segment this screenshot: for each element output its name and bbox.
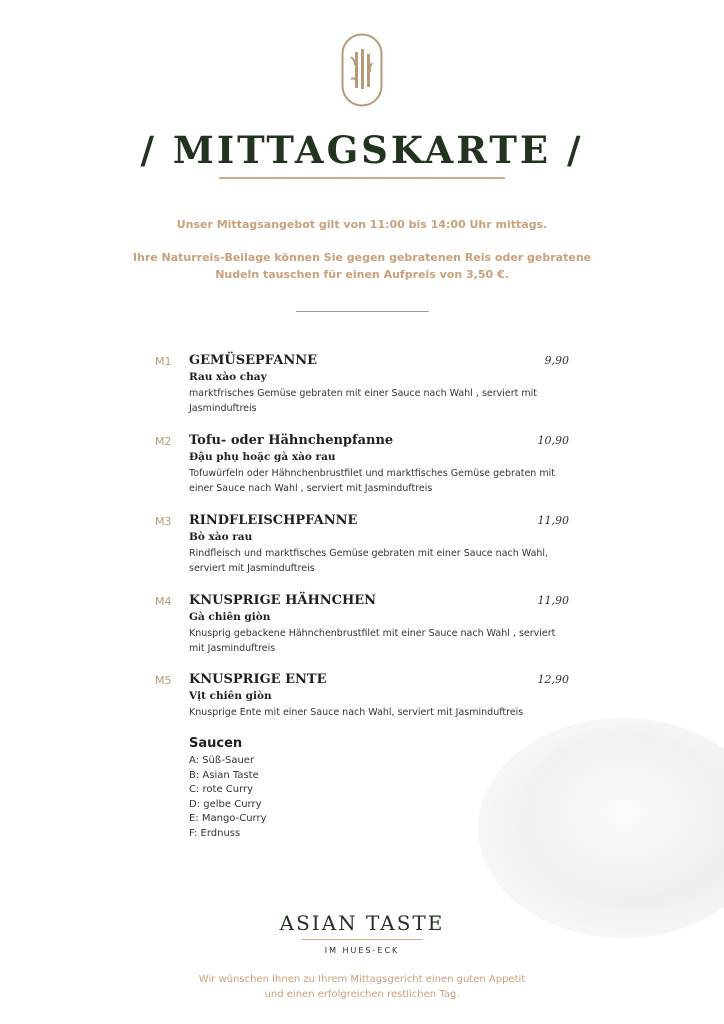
menu-item-description: Rindfleisch und marktfisches Gemüse gebraten mit einer Sauce nach Wahl, serviert mit Jasminduftreis [189,548,549,574]
intro-side-dish: Ihre Naturreis-Beilage können Sie gegen gebratenen Reis oder gebratene Nudeln tauschen für einen Aufpreis von 3,50 €. [132,251,592,281]
menu-item-name: RINDFLEISCHPFANNE [189,513,358,528]
menu-item-number: M5 [155,674,172,687]
menu-item-name: GEMÜSEPFANNE [189,353,318,368]
brand-subtitle: IM HUES-ECK [324,946,400,955]
menu-item-price: 10,90 [537,434,569,447]
sauce-item: D: gelbe Curry [189,798,262,810]
menu-item-price: 12,90 [537,673,569,686]
menu-item-number: M2 [155,435,172,448]
menu-item-name: KNUSPRIGE HÄHNCHEN [189,593,377,608]
sauce-item: B: Asian Taste [189,769,259,781]
brand-divider [302,939,423,940]
footer-line: Wir wünschen Ihnen zu Ihrem Mittagsgericht einen guten Appetit [198,974,526,985]
sauce-item: C: rote Curry [189,784,254,796]
menu-item-name: Tofu- oder Hähnchenpfanne [189,433,394,448]
menu-item-price: 11,90 [537,594,569,607]
brand-name: ASIAN TASTE [279,911,445,935]
page-title: / MITTAGSKARTE / [140,128,584,172]
title-divider [219,177,505,179]
sauce-item: F: Erdnuss [189,827,241,839]
menu-item-vietnamese-name: Vịt chiên giòn [189,690,272,702]
noodle-dish-photo-highlight [520,728,724,898]
sauce-item: A: Süß-Sauer [189,755,255,766]
sauce-list [189,754,267,842]
menu-item-vietnamese-name: Rau xào chay [189,371,267,383]
menu-item-description: Knusprige Ente mit einer Sauce nach Wahl, serviert mit Jasminduftreis [189,707,524,718]
menu-item-vietnamese-name: Đậu phụ hoặc gà xào rau [189,451,336,463]
sauce-item: E: Mango-Curry [189,813,267,825]
footer-line: und einen erfolgreichen restlichen Tag. [264,989,460,1000]
menu-item-description: Tofuwürfeln oder Hähnchenbrustfilet und marktfisches Gemüse gebraten mit einer Sauce nach Wahl , serviert mit Jasminduftreis [189,468,555,494]
menu-item-name: KNUSPRIGE ENTE [189,672,327,687]
sauces-heading: Saucen [189,736,243,751]
bamboo-logo-icon [341,33,383,107]
menu-item-vietnamese-name: Gà chiên giòn [189,611,271,623]
menu-item-vietnamese-name: Bò xào rau [189,531,253,543]
menu-item-number: M4 [155,595,172,608]
menu-item-description: marktfrisches Gemüse gebraten mit einer Sauce nach Wahl , serviert mit Jasminduftreis [189,388,538,414]
menu-item-number: M1 [155,355,172,368]
menu-item-description: Knusprig gebackene Hähnchenbrustfilet mit einer Sauce nach Wahl , serviert mit Jasminduftreis [189,628,556,654]
footer-message [150,972,574,1002]
menu-item-price: 11,90 [537,514,569,527]
section-divider [296,311,429,312]
intro-hours: Unser Mittagsangebot gilt von 11:00 bis 14:00 Uhr mittags. [176,218,548,231]
menu-item-number: M3 [155,515,172,528]
menu-item-price: 9,90 [544,354,569,367]
